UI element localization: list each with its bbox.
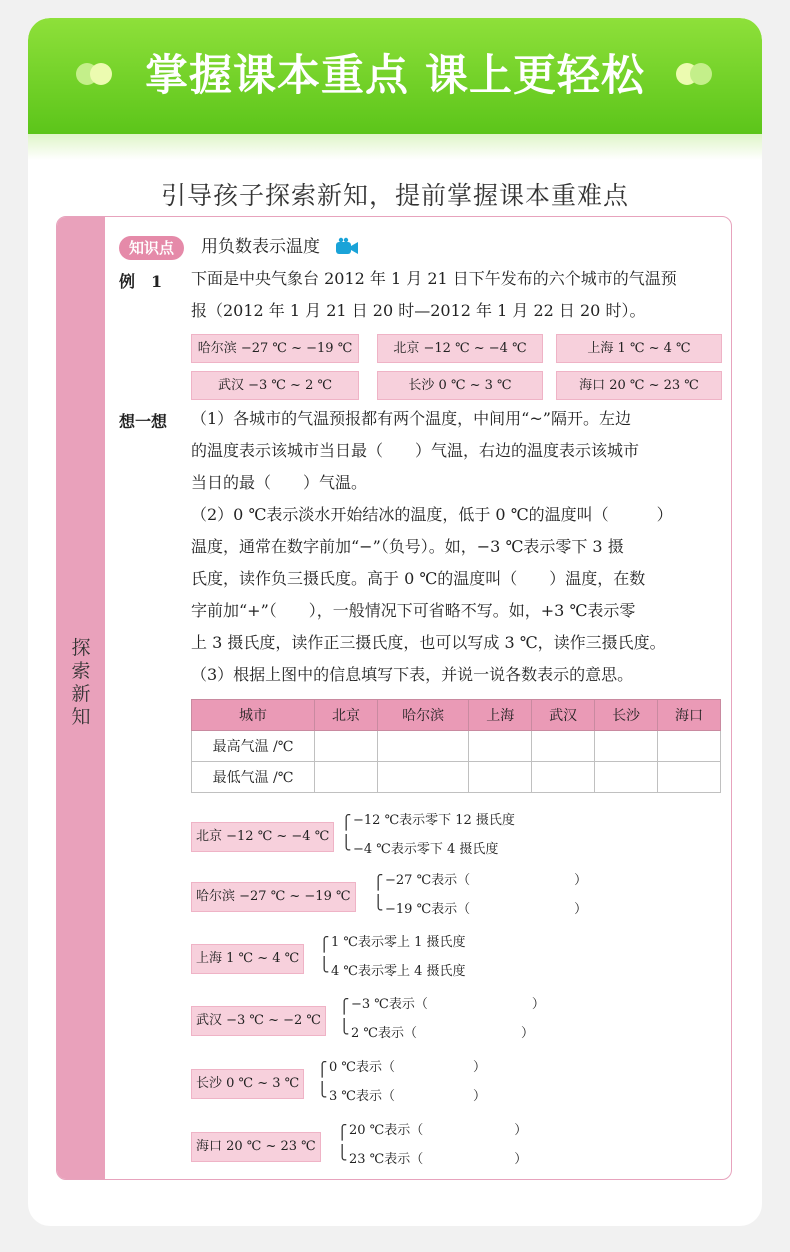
explanation-line: 4 ℃表示零上 4 摄氏度 — [331, 964, 466, 979]
video-camera-icon[interactable] — [335, 237, 359, 257]
think-line: 的温度表示该城市当日最（ ）气温，右边的温度表示该城市 — [191, 441, 640, 460]
card — [28, 18, 762, 1226]
explanation-line: −27 ℃表示（ ） — [385, 873, 588, 888]
blank-cell[interactable] — [469, 731, 532, 762]
curly-brace: ⎧ ⎩ — [341, 815, 352, 851]
knowledge-badge: 知识点 — [119, 236, 184, 260]
explanation-group-haikou — [191, 1117, 723, 1175]
blank-cell[interactable] — [658, 762, 721, 793]
explanation-city-label: 海口 20 ℃ ~ 23 ℃ — [191, 1132, 321, 1162]
explanation-line: 1 ℃表示零上 1 摄氏度 — [331, 935, 466, 950]
explanation-city-label: 长沙 0 ℃ ~ 3 ℃ — [191, 1069, 304, 1099]
blank-cell[interactable] — [315, 762, 378, 793]
explanation-group-beijing — [191, 807, 723, 865]
table-row-label: 最高气温 /℃ — [192, 731, 315, 762]
table-header-cell: 城市 — [192, 700, 315, 731]
explanation-line: 23 ℃表示（ ） — [349, 1152, 528, 1167]
think-line: （2）0 ℃表示淡水开始结冰的温度，低于 0 ℃的温度叫（ ） — [191, 505, 673, 524]
think-text — [191, 403, 723, 691]
sidebar-label — [57, 637, 105, 729]
blank-cell[interactable] — [315, 731, 378, 762]
blank-cell[interactable] — [377, 762, 468, 793]
sidebar-label-char: 新 — [71, 683, 91, 705]
curly-brace: ⎧ ⎩ — [339, 999, 350, 1035]
curly-brace: ⎧ ⎩ — [319, 937, 330, 973]
table-row — [192, 762, 721, 793]
blank-cell[interactable] — [658, 731, 721, 762]
table-header-cell: 北京 — [315, 700, 378, 731]
city-forecast-changsha: 长沙 0 ℃ ~ 3 ℃ — [377, 371, 543, 400]
sidebar-strip — [57, 217, 105, 1179]
explanation-line: −4 ℃表示零下 4 摄氏度 — [353, 842, 499, 857]
explanation-group-changsha — [191, 1054, 723, 1112]
think-line: 温度，通常在数字前加“−”（负号）。如，−3 ℃表示零下 3 摄 — [191, 537, 624, 556]
think-line: 上 3 摄氏度，读作正三摄氏度，也可以写成 3 ℃，读作三摄氏度。 — [191, 633, 666, 652]
banner-fade — [28, 134, 762, 160]
blank-cell[interactable] — [532, 762, 595, 793]
explanation-line: −12 ℃表示零下 12 摄氏度 — [353, 813, 515, 828]
explanation-line: 2 ℃表示（ ） — [351, 1026, 534, 1041]
think-line: （3）根据上图中的信息填写下表，并说一说各数表示的意思。 — [191, 665, 634, 684]
example-line: 下面是中央气象台 2012 年 1 月 21 日下午发布的六个城市的气温预 — [191, 269, 677, 288]
sidebar-label-char: 知 — [71, 706, 91, 728]
blank-cell[interactable] — [595, 731, 658, 762]
explanation-city-label: 武汉 −3 ℃ ~ −2 ℃ — [191, 1006, 326, 1036]
table-header-cell: 长沙 — [595, 700, 658, 731]
explanation-line: 20 ℃表示（ ） — [349, 1123, 528, 1138]
lesson-content — [105, 217, 731, 1179]
think-line: （1）各城市的气温预报都有两个温度，中间用“~”隔开。左边 — [191, 409, 631, 428]
city-forecast-harbin: 哈尔滨 −27 ℃ ~ −19 ℃ — [191, 334, 359, 363]
table-header-row — [192, 700, 721, 731]
table-header-cell: 武汉 — [532, 700, 595, 731]
think-line: 当日的最（ ）气温。 — [191, 473, 368, 492]
blank-cell[interactable] — [469, 762, 532, 793]
city-forecast-shanghai: 上海 1 ℃ ~ 4 ℃ — [556, 334, 722, 363]
subtitle: 引导孩子探索新知，提前掌握课本重难点 — [160, 181, 629, 210]
example-label: 例 1 — [119, 272, 163, 291]
think-label: 想一想 — [119, 412, 168, 431]
table-row — [192, 731, 721, 762]
table-row-label: 最低气温 /℃ — [192, 762, 315, 793]
city-forecast-haikou: 海口 20 ℃ ~ 23 ℃ — [556, 371, 722, 400]
explanation-group-harbin — [191, 867, 723, 925]
explanation-group-wuhan — [191, 991, 723, 1049]
explanation-city-label: 哈尔滨 −27 ℃ ~ −19 ℃ — [191, 882, 356, 912]
example-text — [191, 263, 723, 327]
temperature-table — [191, 699, 721, 793]
example-line: 报（2012 年 1 月 21 日 20 时—2012 年 1 月 22 日 20 时）。 — [191, 301, 646, 320]
explanation-line: −3 ℃表示（ ） — [351, 997, 545, 1012]
explanation-line: 3 ℃表示（ ） — [329, 1089, 486, 1104]
blank-cell[interactable] — [377, 731, 468, 762]
think-line: 氏度，读作负三摄氏度。高于 0 ℃的温度叫（ ）温度，在数 — [191, 569, 646, 588]
explanation-line: −19 ℃表示（ ） — [385, 902, 588, 917]
curly-brace: ⎧ ⎩ — [337, 1125, 348, 1161]
table-header-cell: 海口 — [658, 700, 721, 731]
banner — [28, 18, 762, 134]
curly-brace: ⎧ ⎩ — [317, 1062, 328, 1098]
lesson-panel — [56, 216, 732, 1180]
sidebar-label-char: 探 — [71, 637, 91, 659]
sidebar-label-char: 索 — [71, 660, 91, 682]
topic-title: 用负数表示温度 — [201, 237, 320, 257]
blank-cell[interactable] — [532, 731, 595, 762]
table-header-cell: 哈尔滨 — [377, 700, 468, 731]
table-header-cell: 上海 — [469, 700, 532, 731]
curly-brace: ⎧ ⎩ — [373, 875, 384, 911]
city-forecast-beijing: 北京 −12 ℃ ~ −4 ℃ — [377, 334, 543, 363]
explanation-city-label: 上海 1 ℃ ~ 4 ℃ — [191, 944, 304, 974]
city-forecast-wuhan: 武汉 −3 ℃ ~ 2 ℃ — [191, 371, 359, 400]
explanation-group-shanghai — [191, 929, 723, 987]
banner-title: 掌握课本重点 课上更轻松 — [145, 51, 645, 101]
think-line: 字前加“+”（ ），一般情况下可省略不写。如，+3 ℃表示零 — [191, 601, 636, 620]
explanation-city-label: 北京 −12 ℃ ~ −4 ℃ — [191, 822, 334, 852]
explanation-line: 0 ℃表示（ ） — [329, 1060, 486, 1075]
blank-cell[interactable] — [595, 762, 658, 793]
